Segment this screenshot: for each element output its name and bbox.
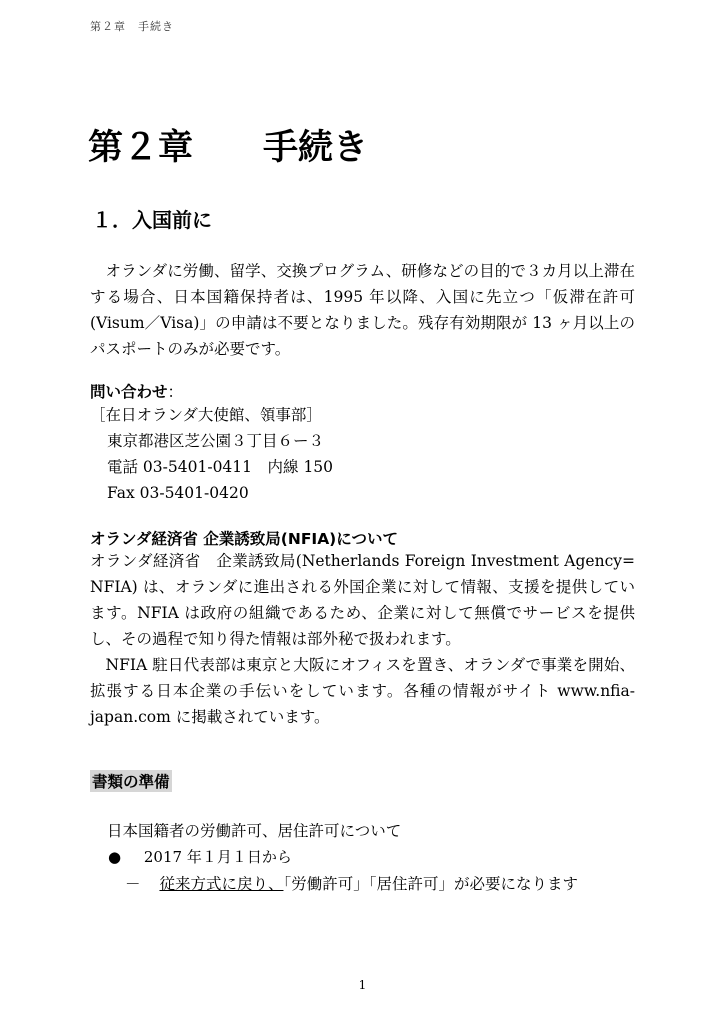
- bullet-item: [108, 846, 292, 867]
- nfia-paragraph-2: NFIA 駐日代表部は東京と大阪にオフィスを置き、オランダで事業を開始、拡張する日本企業の手伝いをしています。各種の情報がサイト www.nfia-japan.com に掲載されています。: [90, 656, 635, 726]
- contact-address: 東京都港区芝公園３丁目６ー３: [107, 432, 325, 450]
- dash-icon: －: [125, 875, 141, 893]
- bullet-text: 2017 年１月１日から: [143, 848, 292, 866]
- contact-label-text: 問い合わせ: [90, 383, 168, 401]
- intro-paragraph: オランダに労働、留学、交換プログラム、研修などの目的で３カ月以上滞在する場合、日本国籍保持者は、1995 年以降、入国に先立つ「仮滞在許可(Visum／Visa)」の申請は不要となりました。残存有効期限が 13 ヶ月以上のパスポートのみが必要です。: [90, 262, 635, 358]
- documents-intro: 日本国籍者の労働許可、居住許可について: [107, 822, 402, 840]
- contact-fax: Fax 03-5401-0420: [107, 484, 249, 502]
- running-header: 第２章 手続き: [90, 20, 174, 33]
- nfia-paragraph-1: オランダ経済省 企業誘致局(Netherlands Foreign Investment Agency= NFIA) は、オランダに進出される外国企業に対して情報、支援を提供しています。NFIA は政府の組織であるため、企業に対して無償でサービスを提供し、その過程で知り得た情報は部外秘で扱われます。: [90, 552, 635, 648]
- contact-label-colon: ：: [167, 383, 184, 401]
- underlined-text: 従来方式に戻り、: [159, 875, 284, 893]
- section-title: １．入国前に: [92, 208, 212, 232]
- contact-label: [90, 380, 183, 402]
- documents-heading: 書類の準備: [90, 770, 172, 792]
- contact-organization: ［在日オランダ大使館、領事部］: [90, 406, 322, 424]
- contact-phone: 電話 03-5401-0411 内線 150: [107, 458, 334, 476]
- bullet-dot-icon: ●: [108, 848, 122, 866]
- nfia-heading: オランダ経済省 企業誘致局(NFIA)について: [90, 530, 398, 548]
- sub-bullet-text: 「労働許可」「居住許可」が必要になります: [283, 875, 578, 893]
- page-number: 1: [358, 978, 367, 992]
- sub-bullet-item: [125, 872, 578, 894]
- chapter-title: 第２章 手続き: [88, 128, 369, 168]
